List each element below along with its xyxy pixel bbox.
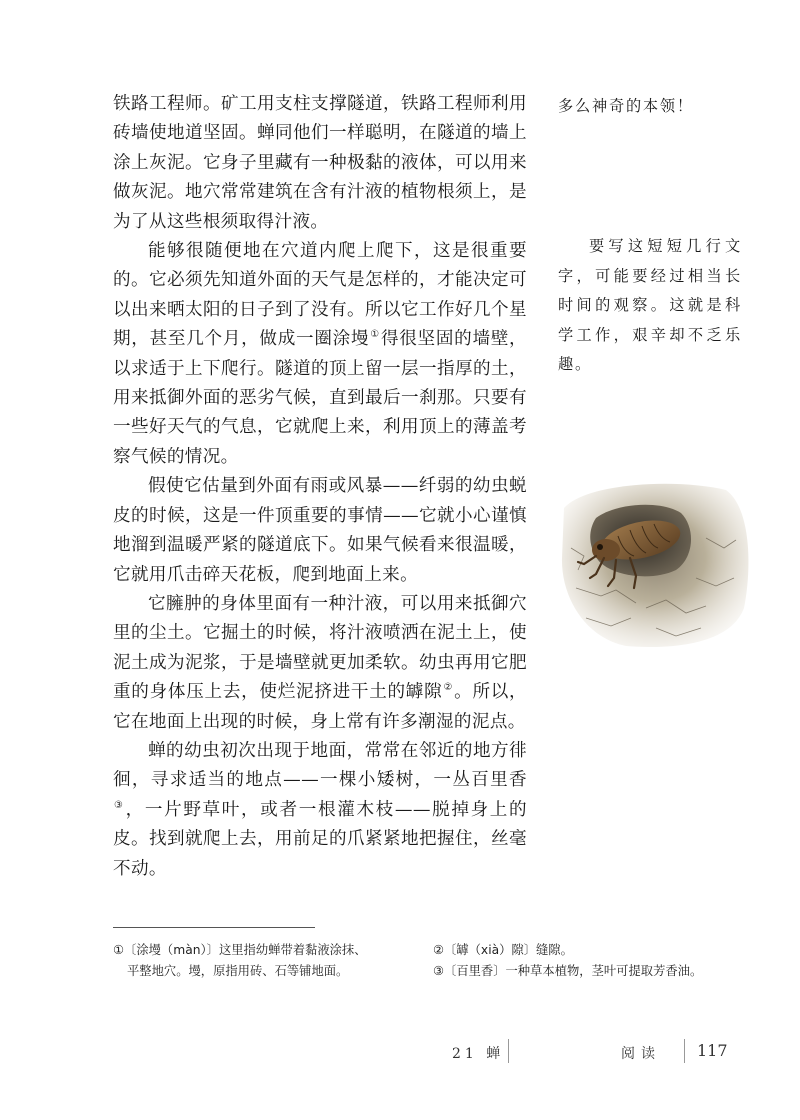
page-number: 117: [697, 1041, 728, 1060]
footnotes-left: [113, 940, 423, 982]
paragraph-2-part-b: 得很坚固的墙壁，以求适于上下爬行。隧道的顶上留一层一指厚的土，用来抵御外面的恶劣气候，直到最后一刹那。只要有一些好天气的气息，它就爬上来，利用顶上的薄盖考察气候的情况。: [113, 329, 527, 467]
paragraph-2-part-a: 能够很随便地在穴道内爬上爬下，这是很重要的。它必须先知道外面的天气是怎样的，才能决定可以出来晒太阳的日子到了没有。所以它工作好几个星期，甚至几个月，做成一圈涂墁: [113, 241, 527, 350]
footnote-1: ①〔涂墁（màn）〕这里指幼蝉带着黏液涂抹、: [113, 943, 367, 957]
side-note-1: 多么神奇的本领！: [558, 97, 694, 115]
footnote-1-continued: 平整地穴。墁，原指用砖、石等铺地面。: [127, 964, 349, 978]
paragraph-5-part-a: 蝉的幼虫初次出现于地面，常常在邻近的地方徘徊，寻求适当的地点——一棵小矮树，一丛百里香: [113, 740, 527, 791]
footnote-ref-2[interactable]: ②: [443, 682, 454, 694]
footer-divider-right: [684, 1039, 685, 1063]
footnote-ref-3[interactable]: ③: [114, 799, 125, 811]
lesson-title: 21 蝉: [452, 1046, 505, 1062]
paragraph-1: 铁路工程师。矿工用支柱支撑隧道，铁路工程师利用砖墙使地道坚固。蝉同他们一样聪明，在隧道的墙上涂上灰泥。它身子里藏有一种极黏的液体，可以用来做灰泥。地穴常常建筑在含有汁液的植物根须上，是为了从这些根须取得汁液。: [113, 94, 527, 232]
paragraph-4: [113, 590, 527, 737]
paragraph-5-part-b: ，一片野草叶，或者一根灌木枝——脱掉身上的皮。找到就爬上去，用前足的爪紧紧地把握住，丝毫不动。: [113, 799, 527, 879]
footnote-divider: [113, 927, 315, 928]
page-footer: [0, 1041, 800, 1065]
cicada-nymph-illustration: [556, 478, 752, 650]
footer-divider-left: [508, 1039, 509, 1063]
paragraph-2: [113, 237, 527, 472]
footnote-2: ②〔罅（xià）隙〕缝隙。: [433, 943, 573, 957]
footnote-3: ③〔百里香〕一种草本植物，茎叶可提取芳香油。: [433, 964, 703, 978]
footnotes-right: [433, 940, 763, 982]
paragraph-3: 假使它估量到外面有雨或风暴——纤弱的幼虫蜕皮的时候，这是一件顶重要的事情——它就小心谨慎地溜到温暖严紧的隧道底下。如果气候看来很温暖，它就用爪击碎天花板，爬到地面上来。: [113, 476, 527, 585]
footnote-ref-1[interactable]: ①: [370, 329, 380, 341]
section-label: 阅读: [621, 1046, 661, 1062]
paragraph-4-part-b: 。所以，它在地面上出现的时候，身上常有许多潮湿的泥点。: [113, 682, 527, 732]
cicada-nymph-in-burrow-icon: [556, 478, 752, 650]
side-note-2: 要写这短短几行文字，可能要经过相当长时间的观察。这就是科学工作，艰辛却不乏乐趣。: [558, 237, 742, 373]
paragraph-4-part-a: 它臃肿的身体里面有一种汁液，可以用来抵御穴里的尘土。它掘土的时候，将汁液喷洒在泥土上，使泥土成为泥浆，于是墙壁就更加柔软。幼虫再用它肥重的身体压上去，使烂泥挤进干土的罅隙: [113, 593, 527, 703]
main-text: [113, 90, 527, 884]
paragraph-5: [113, 737, 527, 884]
